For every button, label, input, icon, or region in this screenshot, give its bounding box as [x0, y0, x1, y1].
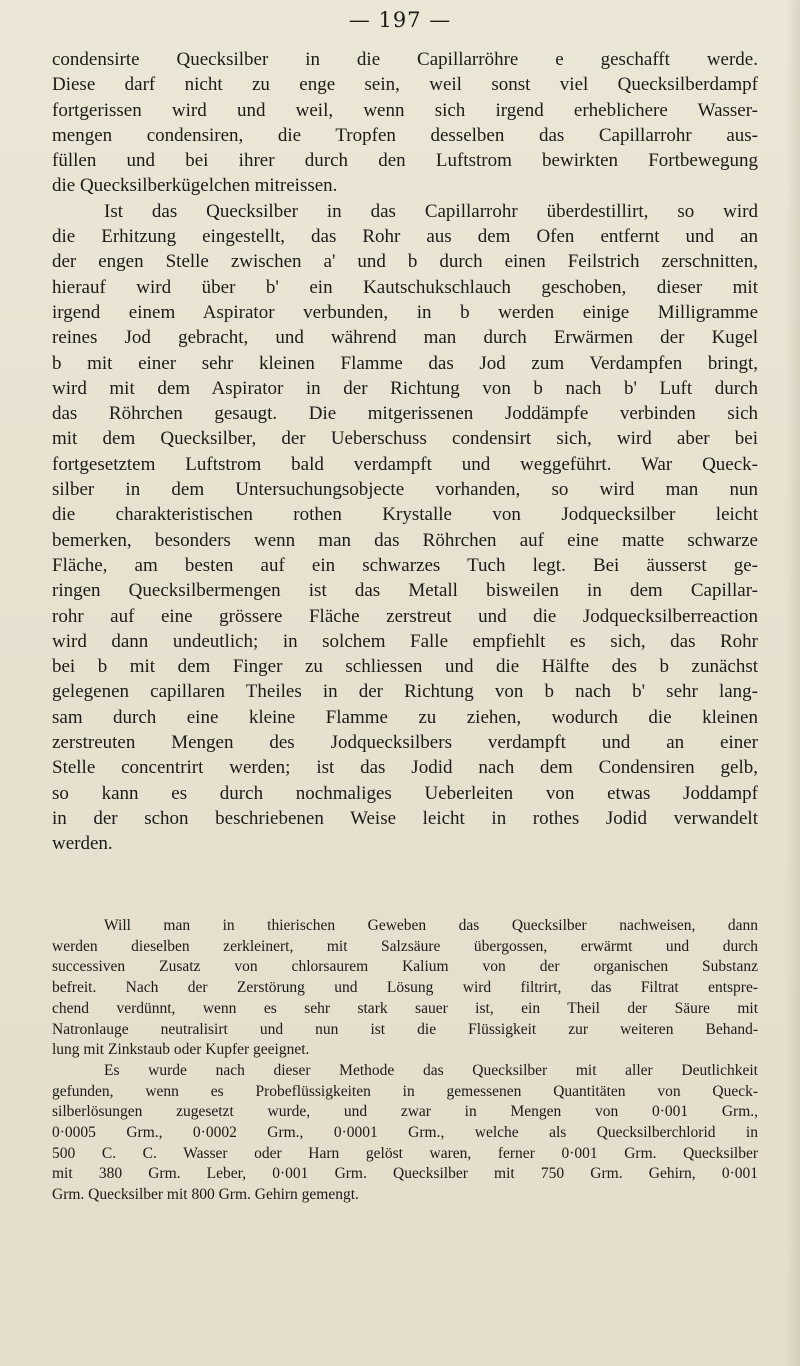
text-line: sam durch eine kleine Flamme zu ziehen, wodurch die kleinen — [52, 706, 758, 728]
main-paragraphs — [52, 47, 758, 857]
text-line: condensirte Quecksilber in die Capillarröhre e geschafft werde. — [52, 49, 758, 70]
text-line: reines Jod gebracht, und während man durch Erwärmen der Kugel — [52, 327, 758, 349]
small-text-line: Will man in thierischen Geweben das Quecksilber nachweisen, dann — [104, 917, 758, 934]
text-line: zerstreuten Mengen des Jodquecksilbers verdampft und an einer — [52, 732, 758, 754]
page-number: — 197 — — [348, 8, 452, 32]
text-line: ringen Quecksilbermengen ist das Metall bisweilen in dem Capillar- — [52, 580, 758, 602]
small-text-line: werden dieselben zerkleinert, mit Salzsäure übergossen, erwärmt und durch — [52, 937, 758, 955]
text-line: hierauf wird über b' ein Kautschukschlauch geschoben, dieser mit — [52, 276, 758, 298]
small-text-line: 500 C. C. Wasser oder Harn gelöst waren, ferner 0·001 Grm. Quecksilber — [52, 1144, 758, 1162]
text-line: füllen und bei ihrer durch den Luftstrom bewirkten Fortbewegung — [52, 150, 758, 172]
small-text-line: Natronlauge neutralisirt und nun ist die Flüssigkeit zur weiteren Behand- — [52, 1020, 758, 1038]
small-print-section — [52, 916, 758, 1206]
text-line: Stelle concentrirt werden; ist das Jodid nach dem Condensiren gelb, — [52, 757, 758, 779]
small-text-line: mit 380 Grm. Leber, 0·001 Grm. Quecksilber mit 750 Grm. Gehirn, 0·001 — [52, 1165, 758, 1183]
text-line: der engen Stelle zwischen a' und b durch einen Feilstrich zerschnitten, — [52, 251, 758, 273]
text-line: fortgesetztem Luftstrom bald verdampft und weggeführt. War Queck- — [52, 453, 758, 475]
text-line: so kann es durch nochmaliges Ueberleiten von etwas Joddampf — [52, 782, 758, 804]
text-line: rohr auf eine grössere Fläche zerstreut und die Jodquecksilberreaction — [52, 605, 758, 627]
text-line: Fläche, am besten auf ein schwarzes Tuch legt. Bei äusserst ge- — [52, 554, 758, 576]
text-line: wird mit dem Aspirator in der Richtung von b nach b' Luft durch — [52, 377, 758, 399]
small-text-line: gefunden, wenn es Probeflüssigkeiten in gemessenen Quantitäten von Queck- — [52, 1082, 758, 1100]
small-text-line: befreit. Nach der Zerstörung und Lösung wird filtrirt, das Filtrat entspre- — [52, 979, 758, 997]
small-text-line: silberlösungen zugesetzt wurde, und zwar in Mengen von 0·001 Grm., — [52, 1103, 758, 1121]
text-line: wird dann undeutlich; in solchem Falle empfiehlt es sich, das Rohr — [52, 630, 758, 652]
small-text-line: Es wurde nach dieser Methode das Quecksilber mit aller Deutlichkeit — [104, 1061, 758, 1079]
text-line: bei b mit dem Finger zu schliessen und die Hälfte des b zunächst — [52, 656, 758, 678]
text-line: in der schon beschriebenen Weise leicht in rothes Jodid verwandelt — [52, 807, 758, 829]
text-line: werden. — [52, 833, 113, 855]
small-text-line: successiven Zusatz von chlorsaurem Kalium von der organischen Substanz — [52, 958, 758, 976]
text-line: Ist das Quecksilber in das Capillarrohr überdestillirt, so wird — [104, 200, 758, 222]
text-line: mit dem Quecksilber, der Ueberschuss condensirt sich, wird aber bei — [52, 428, 758, 450]
text-line: die Erhitzung eingestellt, das Rohr aus dem Ofen entfernt und an — [52, 226, 758, 248]
text-line: fortgerissen wird und weil, wenn sich irgend erheblichere Wasser- — [52, 99, 758, 121]
page-edge-shadow — [786, 0, 800, 1366]
small-text-line: Grm. Quecksilber mit 800 Grm. Gehirn gemengt. — [52, 1186, 359, 1204]
text-line: silber in dem Untersuchungsobjecte vorhanden, so wird man nun — [52, 479, 758, 501]
small-text-line: lung mit Zinkstaub oder Kupfer geeignet. — [52, 1041, 310, 1059]
text-line: b mit einer sehr kleinen Flamme das Jod zum Verdampfen bringt, — [52, 352, 758, 374]
small-text-line: chend verdünnt, wenn es sehr stark sauer ist, ein Theil der Säure mit — [52, 999, 758, 1017]
text-line: gelegenen capillaren Theiles in der Richtung von b nach b' sehr lang- — [52, 681, 758, 703]
text-line: Diese darf nicht zu enge sein, weil sonst viel Quecksilberdampf — [52, 74, 758, 96]
text-line: das Röhrchen gesaugt. Die mitgerissenen Joddämpfe verbinden sich — [52, 403, 758, 425]
text-line: die charakteristischen rothen Krystalle von Jodquecksilber leicht — [52, 504, 758, 526]
text-line: irgend einem Aspirator verbunden, in b werden einige Milligramme — [52, 301, 758, 323]
text-line: bemerken, besonders wenn man das Röhrchen auf eine matte schwarze — [52, 529, 758, 551]
text-line: die Quecksilberkügelchen mitreissen. — [52, 175, 338, 197]
text-line: mengen condensiren, die Tropfen desselben das Capillarrohr aus- — [52, 124, 758, 146]
small-text-line: 0·0005 Grm., 0·0002 Grm., 0·0001 Grm., welche als Quecksilberchlorid in — [52, 1124, 758, 1142]
